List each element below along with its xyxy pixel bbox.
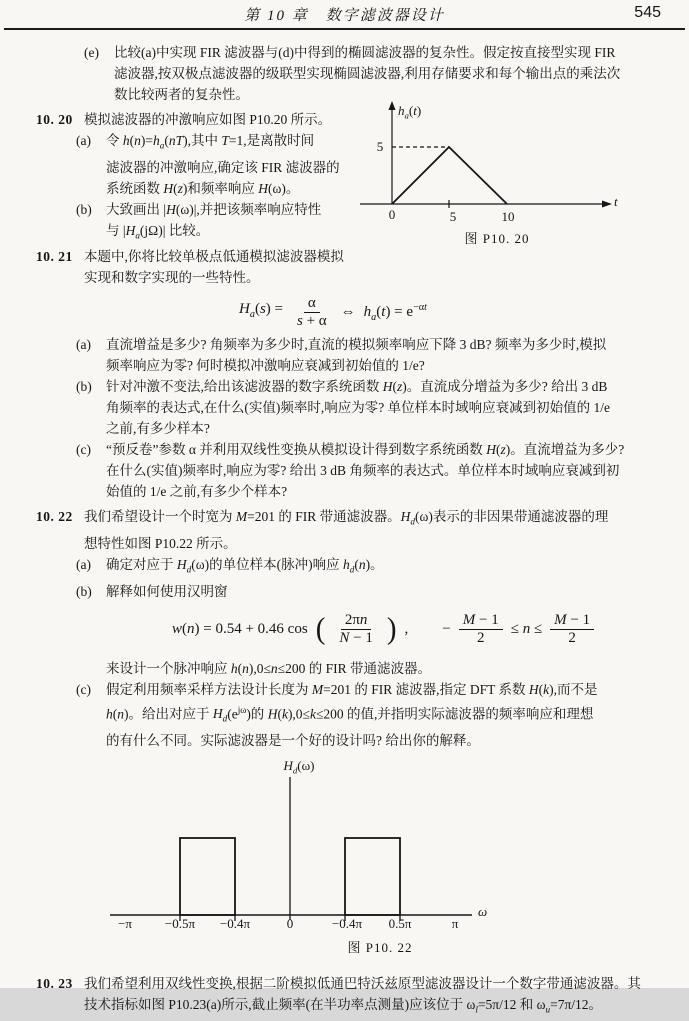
- formula-ha-s: [239, 292, 656, 332]
- page-number: 545: [634, 4, 661, 21]
- tick-label: −0.4π: [331, 915, 363, 931]
- item-b-label: (b): [76, 583, 92, 599]
- tick-label: −0.4π: [219, 915, 251, 931]
- problem-10-22-item-b: 解释如何使用汉明窗: [106, 583, 228, 599]
- item-a-label: (a): [76, 133, 91, 148]
- item-a-label: (a): [76, 557, 91, 573]
- tick-label: π: [451, 915, 459, 931]
- problem-10-21-intro: 本题中,你将比较单极点低通模拟滤波器模拟 实现和数字实现的一些特性。: [84, 249, 344, 286]
- problem-10-20-item-b: 大致画出 |H(ω)|,并把该频率响应特性 与 $|H_a(j\Omega)|$ 比较。: [106, 201, 322, 241]
- problem-10-20-intro: 模拟滤波器的冲激响应如图 P10.20 所示。: [84, 112, 332, 127]
- chapter-title: 第 10 章 数字滤波器设计: [244, 8, 445, 24]
- formula-lhs: $H_a(s)$ =: [239, 301, 283, 321]
- problem-10-22-item-c: 假定利用频率采样方法设计长度为 M=201 的 FIR 滤波器,指定 DFT 系数 H(k),而不是 h(n)。给出对应于 $H_d(e^{j\omega})$的 H(k),0≤k≤200 的值,并指明实际滤波器的频率响应和理想 的有什么不同。实际滤波器是一个好的设计吗? 给出你的解释。: [106, 681, 598, 748]
- problem-10-21-item-c: “预反卷”参数 α 并利用双线性变换从模拟设计得到数字系统函数 H(z)。直流增益为多少? 在什么(实值)频率时,响应为零? 给出 3 dB 角频率的表达式。单位样本时域响应衰减到初 始值的 1/e 之前,有多少个样本?: [106, 442, 625, 500]
- problem-10-22: [36, 506, 656, 751]
- item-b-label: (b): [76, 201, 92, 217]
- window-range-condition: [442, 612, 596, 647]
- item-e-text: 比较(a)中实现 FIR 滤波器与(d)中得到的椭圆滤波器的复杂性。假定按直接型实现 FIR 滤波器,按双极点滤波器的级联型实现椭圆滤波器,利用存储要求和每个输出点的乘法次 数比较两者的复杂性。: [114, 45, 621, 102]
- fraction: $\frac{2\pi n}{N - 1}$: [339, 612, 373, 647]
- figure-p10-22: [104, 759, 584, 963]
- problem-10-20-number: 10. 20: [36, 112, 73, 127]
- problem-10-22-intro: 我们希望设计一个时宽为 M=201 的 FIR 带通滤波器。$H_d(\omega)$表示的非因果带通滤波器的理 想特性如图 P10.22 所示。: [84, 509, 609, 552]
- figure-caption: 图 P10. 20: [464, 231, 530, 246]
- triangle-response-curve: [392, 147, 507, 204]
- formula-lhs: w(n) = 0.54 + 0.46 cos: [172, 621, 308, 638]
- bandpass-plot: [104, 773, 584, 925]
- problem-10-23-text: 我们希望利用双线性变换,根据二阶模拟低通巴特沃兹原型滤波器设计一个数字带通滤波器。其 技术指标如图 P10.23(a)所示,截止频率(在半功率点测量)应该位于 $\omega_l=5\pi/12$ 和 $\omega_u=7\pi/12$。: [84, 975, 641, 1015]
- item-e-label: (e): [84, 45, 99, 60]
- item-c-label: (c): [76, 681, 91, 697]
- formula-rhs: $h_a(t) = e^{-\alpha t}$: [363, 301, 427, 323]
- problem-10-23: [36, 973, 656, 1021]
- inequality: ≤ n ≤: [510, 621, 543, 638]
- y-tick-label: 5: [376, 139, 384, 154]
- tick-label: 0: [388, 207, 396, 222]
- fraction: $\frac{M - 1}{2}$: [459, 612, 503, 647]
- tick-label: 0: [286, 915, 294, 931]
- item-c-label: (c): [76, 442, 91, 458]
- problem-10-21-item-a: 直流增益是多少? 角频率为多少时,直流的模拟频率响应下降 3 dB? 频率为多少时,模拟 频率响应为零? 何时模拟冲激响应衰减到初始值的 1/e?: [106, 337, 607, 374]
- iff-arrow: ⇔: [340, 303, 356, 320]
- passband-left-rect: [180, 838, 235, 915]
- y-axis-label: $h_a(t)$: [398, 103, 422, 121]
- tick-label: −π: [118, 915, 132, 931]
- problem-10-21: [36, 246, 656, 502]
- x-axis-label: t: [614, 194, 618, 209]
- figure-caption: 图 P10. 22: [347, 939, 413, 955]
- problem-10-22-number: 10. 22: [36, 509, 73, 525]
- y-axis-arrow: [389, 101, 396, 110]
- tick-label: 0.5π: [388, 915, 412, 931]
- problem-10-22-item-a: 确定对应于 $H_d(\omega)$的单位样本(脉冲)响应 $h_d(n)$。: [106, 557, 384, 575]
- problem-10-23-number: 10. 23: [36, 975, 73, 991]
- y-axis-label: $H_d(\omega)$: [283, 757, 315, 776]
- item-e: [36, 42, 656, 105]
- formula-hamming-window: [172, 607, 656, 653]
- tick-label: −0.5π: [164, 915, 196, 931]
- problem-10-21-item-b: 针对冲激不变法,给出该滤波器的数字系统函数 H(z)。直流成分增益为多少? 给出 3 dB 角频率的表达式,在什么(实值)频率时,响应为零? 单位样本时域响应衰减到初始值的 1/e 之前,有多少样本?: [106, 379, 610, 437]
- page-header: [0, 4, 689, 26]
- item-a-label: (a): [76, 337, 91, 353]
- problem-10-20-item-a: 令 $h(n)=h_a(nT)$,其中 T=1,是离散时间 滤波器的冲激响应,确定该 FIR 滤波器的 系统函数 H(z)和频率响应 H(ω)。: [106, 133, 340, 196]
- tick-label: 10: [501, 209, 515, 224]
- passband-right-rect: [345, 838, 400, 915]
- fraction: $\frac{\alpha}{s + \alpha}$: [297, 294, 327, 329]
- item-b-label: (b): [76, 379, 92, 395]
- comma: ,: [404, 621, 409, 638]
- big-open-paren: (: [315, 612, 326, 647]
- problem-10-22-item-b-cont: 来设计一个脉冲响应 h(n),0≤n≤200 的 FIR 带通滤波器。: [106, 660, 431, 676]
- big-close-paren: ): [386, 612, 397, 647]
- triangle-plot: [356, 100, 626, 226]
- x-axis-label: ω: [478, 903, 488, 919]
- figure-p10-20: [356, 100, 626, 252]
- x-axis-arrow: [602, 201, 612, 208]
- minus-sign: −: [442, 621, 451, 638]
- header-rule: [4, 28, 685, 30]
- tick-label: 5: [449, 209, 457, 224]
- fraction: $\frac{M - 1}{2}$: [550, 612, 594, 647]
- problem-10-21-number: 10. 21: [36, 249, 73, 265]
